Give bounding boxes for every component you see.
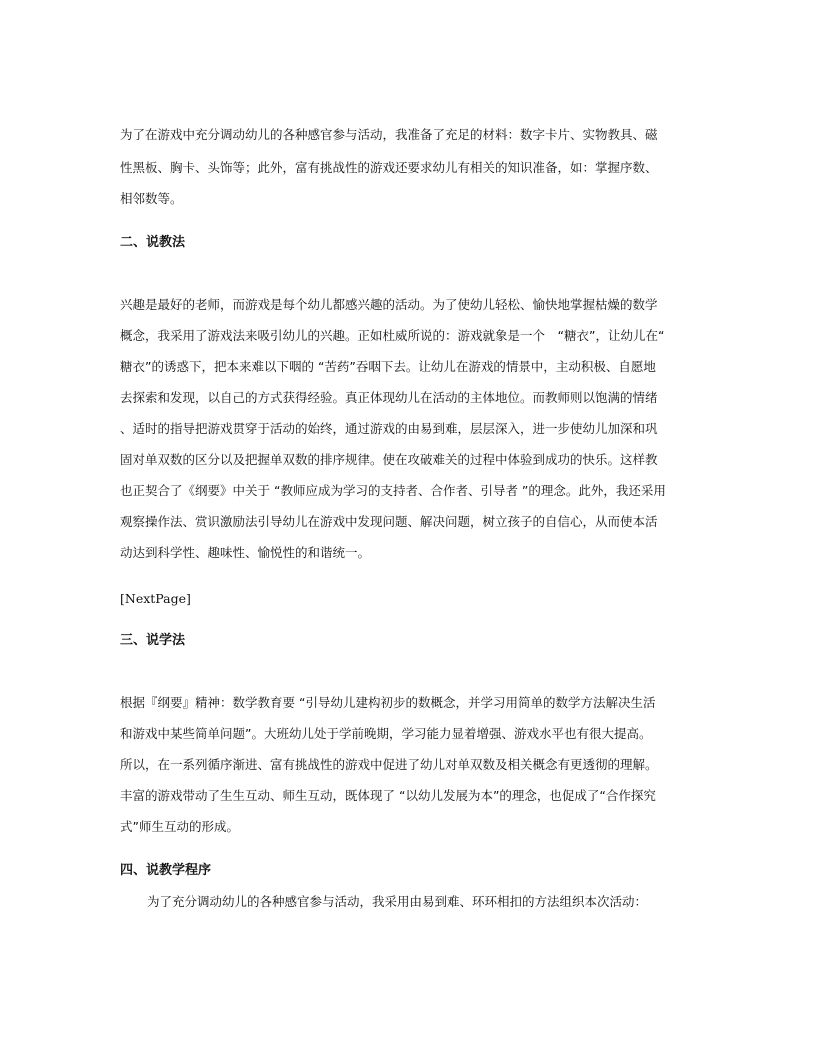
learning-method-line-3: 所以，在一系列循序渐进、富有挑战性的游戏中促进了幼儿对单双数及相关概念有更透彻的理解。 bbox=[120, 757, 658, 772]
teaching-method-line-2: 概念，我采用了游戏法来吸引幼儿的兴趣。正如杜威所说的：游戏就象是一个 “糖衣”，让幼儿在“ bbox=[120, 328, 665, 343]
section-heading-teaching-procedure: 四、说教学程序 bbox=[120, 863, 212, 878]
section-heading-teaching-method: 二、说教法 bbox=[120, 235, 186, 250]
section-heading-learning-method: 三、说学法 bbox=[120, 633, 186, 648]
learning-method-line-2: 和游戏中某些简单问题”。大班幼儿处于学前晚期，学习能力显着增强、游戏水平也有很大提高。 bbox=[120, 726, 652, 741]
intro-line-1: 为了在游戏中充分调动幼儿的各种感官参与活动，我准备了充足的材料：数字卡片、实物教具、磁 bbox=[120, 127, 658, 142]
intro-line-2: 性黑板、胸卡、头饰等；此外，富有挑战性的游戏还要求幼儿有相关的知识准备，如：掌握序数、 bbox=[120, 160, 658, 175]
teaching-method-line-4: 去探索和发现，以自己的方式获得经验。真正体现幼儿在活动的主体地位。而教师则以饱满的情绪 bbox=[120, 390, 658, 405]
teaching-procedure-line-1: 为了充分调动幼儿的各种感官参与活动，我采用由易到难、环环相扣的方法组织本次活动： bbox=[147, 894, 648, 909]
teaching-method-line-5: 、适时的指导把游戏贯穿于活动的始终，通过游戏的由易到难，层层深入，进一步使幼儿加深和巩 bbox=[120, 421, 658, 436]
learning-method-line-5: 式”师生互动的形成。 bbox=[120, 819, 239, 834]
teaching-method-line-6: 固对单双数的区分以及把握单双数的排序规律。使在攻破难关的过程中体验到成功的快乐。这样教 bbox=[120, 452, 658, 467]
learning-method-line-4: 丰富的游戏带动了生生互动、师生互动，既体现了 “以幼儿发展为本”的理念，也促成了“合作探究 bbox=[120, 788, 656, 803]
learning-method-line-1: 根据『纲要』精神：数学教育要 “引导幼儿建构初步的数概念，并学习用简单的数学方法解决生活 bbox=[120, 695, 656, 710]
teaching-method-line-8: 观察操作法、赏识激励法引导幼儿在游戏中发现问题、解决问题，树立孩子的自信心，从而使本活 bbox=[120, 514, 658, 529]
teaching-method-line-1: 兴趣是最好的老师，而游戏是每个幼儿都感兴趣的活动。为了使幼儿轻松、愉快地掌握枯燥的数学 bbox=[120, 297, 658, 312]
intro-line-3: 相邻数等。 bbox=[120, 191, 183, 206]
next-page-marker: [NextPage] bbox=[120, 591, 191, 606]
teaching-method-line-7: 也正契合了《纲要》中关于 “教师应成为学习的支持者、合作者、引导者 ”的理念。此外，我还采用 bbox=[120, 483, 666, 498]
teaching-method-line-9: 动达到科学性、趣味性、愉悦性的和谐统一。 bbox=[120, 545, 371, 560]
teaching-method-line-3: 糖衣”的诱惑下，把本来难以下咽的 “苦药”吞咽下去。让幼儿在游戏的情景中，主动积极、自愿地 bbox=[120, 359, 656, 374]
